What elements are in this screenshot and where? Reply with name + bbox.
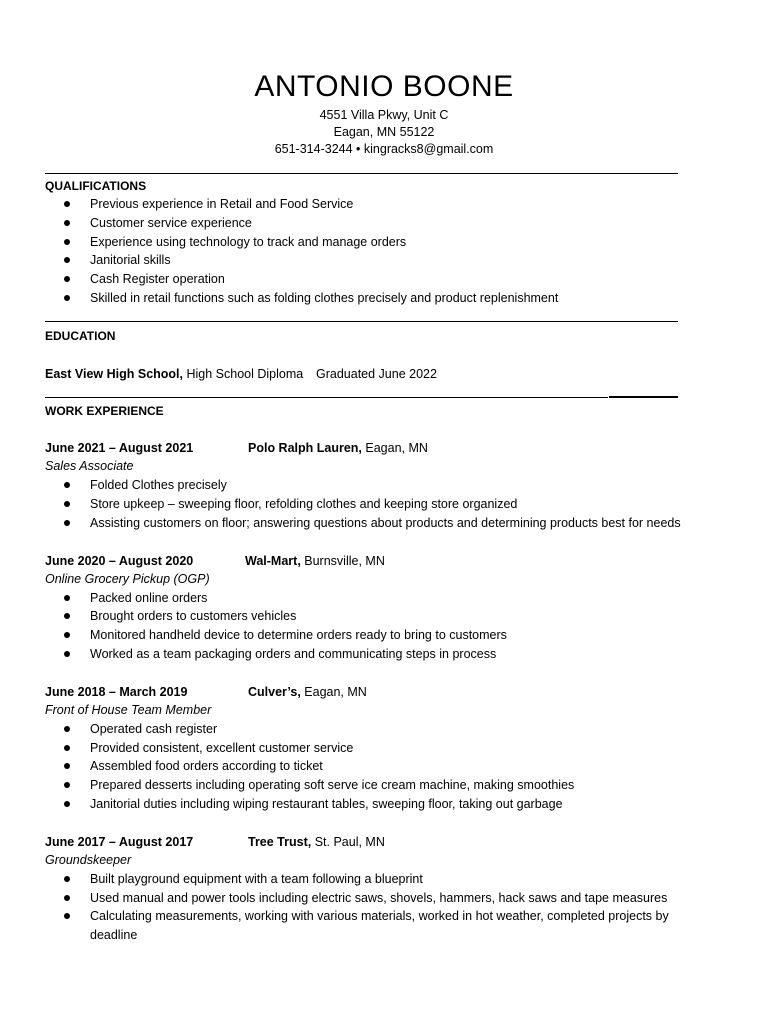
bullet-icon bbox=[64, 895, 70, 901]
address-line-1: 4551 Villa Pkwy, Unit C bbox=[319, 108, 449, 122]
bullet-separator: • bbox=[352, 142, 364, 156]
job-title: Front of House Team Member bbox=[45, 703, 212, 717]
job-title: Groundskeeper bbox=[45, 853, 132, 867]
job-title: Sales Associate bbox=[45, 459, 134, 473]
bullet-icon bbox=[64, 239, 70, 245]
graduation-date: Graduated June 2022 bbox=[316, 367, 437, 381]
qualifications-heading: QUALIFICATIONS bbox=[45, 179, 147, 193]
job-employer: Culver’s, Eagan, MN bbox=[248, 685, 367, 699]
resume-page: ANTONIO BOONE 4551 Villa Pkwy, Unit C Eagan, MN 55122 651-314-3244 • kingracks8@gmail.com QUALIFICATIONS Previous experience in Retail and Food Service Customer service experience Experience using technology to track and manage orders Janitorial skills Cash Register operation Skilled in retail functions such as folding clothes precisely and product replenishment EDUCATION East View High School, High School Diploma Graduated June 2022 WORK EXPERIENCE June 2021 – August 2021 Polo Ralph Lauren, Eagan, MN Sales Associate Folded Clothes precisely Store upkeep – sweeping floor, refolding clothes and keeping store organized Assisting customers on floor; answering questions about products and determining products best for needs June 2020 – August 2020 Wal-Mart, Burnsville, MN Online Grocery Pickup (OGP) Packed online orders Brought orders to customers vehicles Monitored handheld device to determine orders ready to bring to customers Worked as a team packaging orders and communicating steps in process June 2018 – March 2019 Culver’s, Eagan, MN Front of House Team Member Operated cash register Provided consistent, excellent customer service Assembled food orders according to ticket Prepared desserts including operating soft serve ice cream machine, making smoothies Janitorial duties including wiping restaurant tables, sweeping floor, taking out garbage June 2017 – August 2017 Tree Trust, St. Paul, MN Groundskeeper Built playground equipment with a team following a blueprint Used manual and power tools including electric saws, shovels, hammers, hack saws and tape measures Calculating measurements, working with various materials, worked in hot weather, completed projects by deadline bbox=[0, 0, 768, 1024]
bullet-icon bbox=[64, 913, 70, 919]
phone-number: 651-314-3244 bbox=[274, 142, 353, 156]
bullet-icon bbox=[64, 782, 70, 788]
job-dates: June 2020 – August 2020 bbox=[45, 554, 194, 568]
bullet-icon bbox=[64, 876, 70, 882]
bullet-icon bbox=[64, 295, 70, 301]
section-divider bbox=[45, 397, 608, 398]
bullet-icon bbox=[64, 726, 70, 732]
bullet-icon bbox=[64, 595, 70, 601]
bullet-icon bbox=[64, 745, 70, 751]
school-name: East View High School, bbox=[45, 367, 183, 381]
job-dates: June 2021 – August 2021 bbox=[45, 441, 194, 455]
job-employer: Wal-Mart, Burnsville, MN bbox=[245, 554, 385, 568]
candidate-name: ANTONIO BOONE bbox=[254, 70, 514, 103]
education-heading: EDUCATION bbox=[45, 329, 116, 343]
bullet-icon bbox=[64, 613, 70, 619]
work-experience-heading: WORK EXPERIENCE bbox=[45, 404, 164, 418]
bullet-icon bbox=[64, 201, 70, 207]
bullet-icon bbox=[64, 651, 70, 657]
education-entry bbox=[45, 366, 303, 383]
degree: High School Diploma bbox=[183, 367, 304, 381]
bullet-icon bbox=[64, 482, 70, 488]
email-address: kingracks8@gmail.com bbox=[363, 142, 494, 156]
section-divider bbox=[45, 321, 678, 322]
bullet-icon bbox=[64, 763, 70, 769]
bullet-icon bbox=[64, 520, 70, 526]
contact-line bbox=[0, 141, 768, 158]
job-dates: June 2017 – August 2017 bbox=[45, 835, 194, 849]
job-employer: Polo Ralph Lauren, Eagan, MN bbox=[248, 441, 428, 455]
bullet-icon bbox=[64, 276, 70, 282]
bullet-icon bbox=[64, 220, 70, 226]
bullet-icon bbox=[64, 801, 70, 807]
job-employer: Tree Trust, St. Paul, MN bbox=[248, 835, 385, 849]
section-divider bbox=[45, 173, 678, 174]
bullet-icon bbox=[64, 257, 70, 263]
address-line-2: Eagan, MN 55122 bbox=[333, 125, 435, 139]
bullet-icon bbox=[64, 632, 70, 638]
section-divider-accent bbox=[609, 396, 678, 398]
bullet-icon bbox=[64, 501, 70, 507]
job-dates: June 2018 – March 2019 bbox=[45, 685, 188, 699]
job-title: Online Grocery Pickup (OGP) bbox=[45, 572, 210, 586]
